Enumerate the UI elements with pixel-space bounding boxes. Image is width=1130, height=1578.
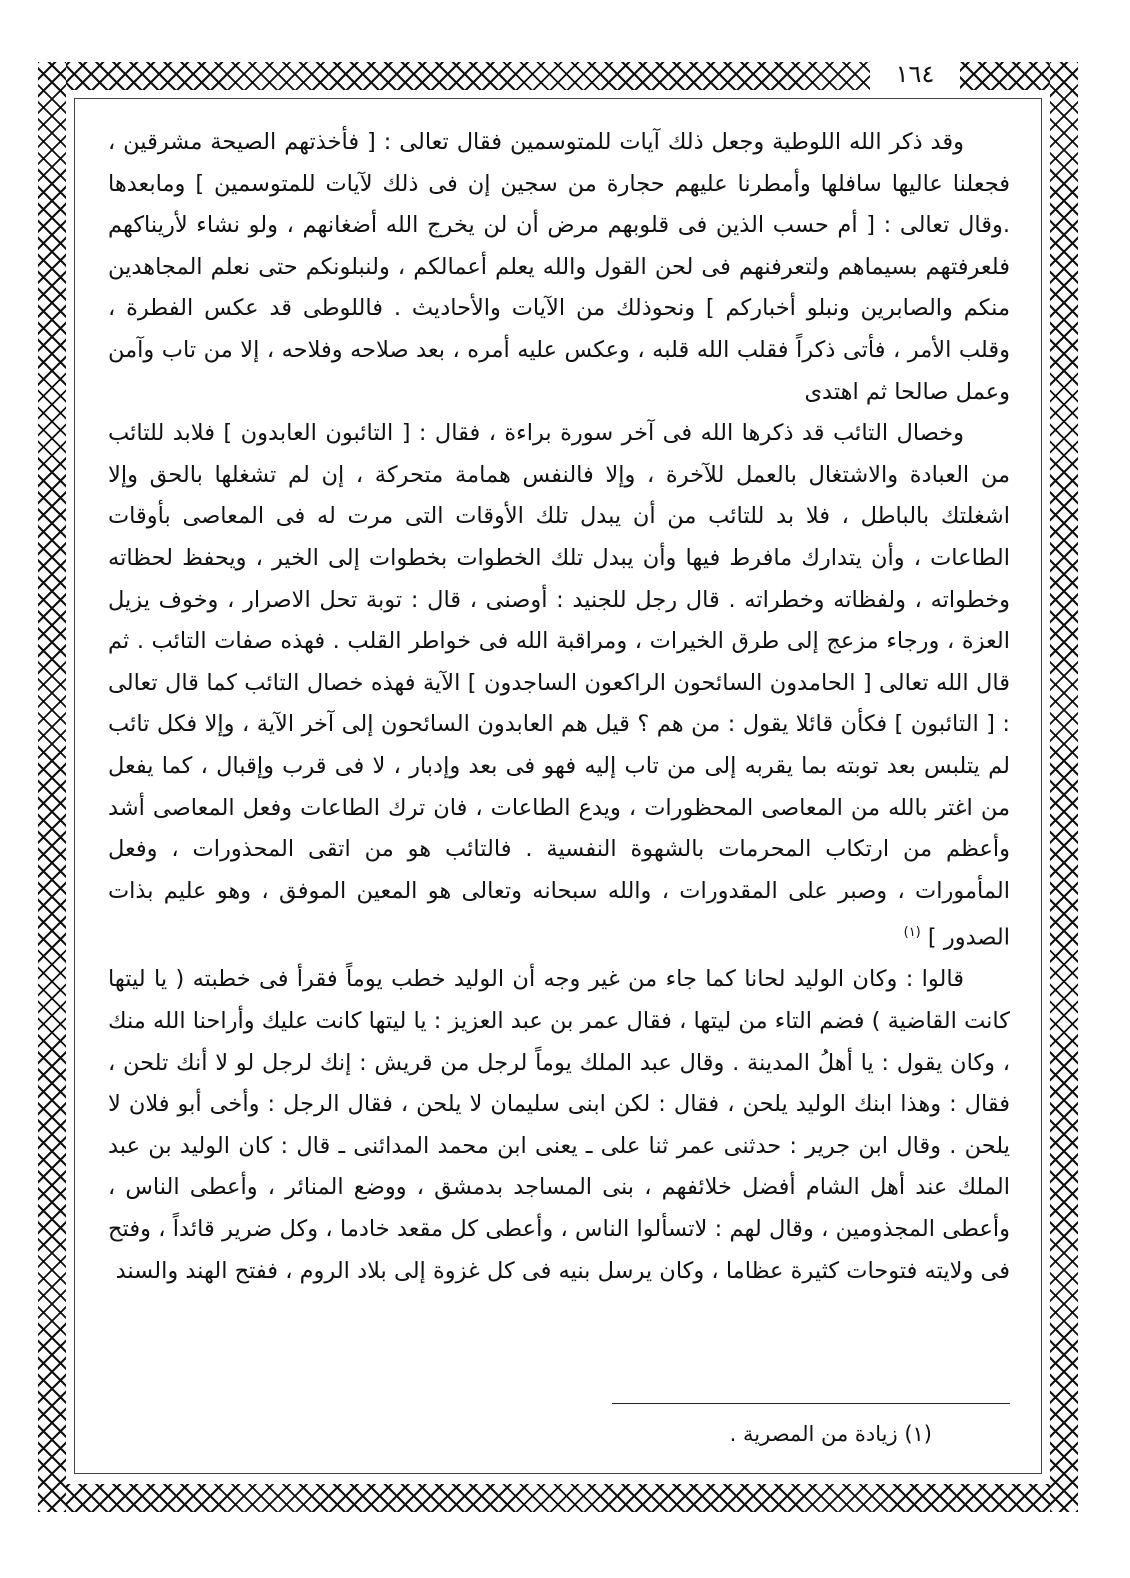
footnote-text: زيادة من المصرية . [729, 1422, 898, 1446]
ornamental-border-left [38, 62, 66, 1512]
ornamental-border-bottom [38, 1484, 1078, 1512]
paragraph-2-text: وخصال التائب قد ذكرها الله فى آخر سورة براءة ، فقال : [ التائبون العابدون ] فلابد للتائب من العبادة والاشتغال بالعمل للآخرة ، وإلا فالنفس همامة متحركة ، إن لم تشغلها بالحق وإلا اشغلتك بالباطل ، فلا بد للتائب من أن يبدل تلك الأوقات التى مرت له فى المعاصى بأوقات الطاعات ، وأن يتدارك مافرط فيها وأن يبدل تلك الخطوات بخطوات إلى الخير ، ويحفظ لحظاته وخطواته ، ولفظاته وخطراته . قال رجل للجنيد : أوصنى ، قال : توبة تحل الاصرار ، وخوف يزيل العزة ، ورجاء مزعج إلى طرق الخيرات ، ومراقبة الله فى خواطر القلب . فهذه صفات التائب . ثم قال الله تعالى [ الحامدون السائحون الراكعون الساجدون ] الآية فهذه خصال التائب كما قال تعالى : [ التائبون ] فكأن قائلا يقول : من هم ؟ قيل هم العابدون السائحون إلى آخر الآية ، وإلا فكل تائب لم يتلبس بعد توبته بما يقربه إلى من تاب إليه فهو فى بعد وإدبار ، لا فى قرب وإقبال ، كما يفعل من اغتر بالله من المعاصى المحظورات ، ويدع الطاعات ، فان ترك الطاعات وفعل المعاصى أشد وأعظم من ارتكاب المحرمات بالشهوة النفسية . فالتائب هو من اتقى المحذورات ، وفعل المأمورات ، وصبر على المقدورات ، والله سبحانه وتعالى هو المعين الموفق ، وهو عليم بذات الصدور ] [108, 420, 1010, 951]
footnote-separator [612, 1403, 1010, 1404]
footnote-marker: (١) [903, 925, 921, 941]
ornamental-border-right [1050, 62, 1078, 1512]
page-number: ١٦٤ [870, 58, 960, 90]
main-text [108, 122, 1010, 1292]
paragraph-3: قالوا : وكان الوليد لحانا كما جاء من غير وجه أن الوليد خطب يوماً فقرأ فى خطبته ( يا ليتها كانت القاضية ) فضم التاء من ليتها ، فقال عمر بن عبد العزيز : يا ليتها كانت عليك وأراحنا الله منك ، وكان يقول : يا أهلُ المدينة . وقال عبد الملك يوماً لرجل من قريش : إنك لرجل لو لا أنك تلحن ، فقال : وهذا ابنك الوليد يلحن ، فقال : لكن ابنى سليمان لا يلحن ، فقال الرجل : وأخى أبو فلان لا يلحن . وقال ابن جرير : حدثنى عمر ثنا على ـ يعنى ابن محمد المدائنى ـ قال : كان الوليد بن عبد الملك عند أهل الشام أفضل خلائفهم ، بنى المساجد بدمشق ، ووضع المنائر ، وأعطى الناس ، وأعطى المجذومين ، وقال لهم : لاتسألوا الناس ، وأعطى كل مقعد خادما ، وكل ضرير قائداً ، وفتح فى ولايته فتوحات كثيرة عظاما ، وكان يرسل بنيه فى كل غزوة إلى بلاد الروم ، ففتح الهند والسند [108, 966, 1010, 1284]
paragraph-2 [108, 413, 1010, 959]
footnote-number: (١) [904, 1422, 932, 1446]
paragraph-1: وقد ذكر الله اللوطية وجعل ذلك آيات للمتوسمين فقال تعالى : [ فأخذتهم الصيحة مشرقين ، فجعلنا عاليها سافلها وأمطرنا عليهم حجارة من سجين إن فى ذلك لآيات للمتوسمين ] ومابعدها .وقال تعالى : [ أم حسب الذين فى قلوبهم مرض أن لن يخرج الله أضغانهم ، ولو نشاء لأريناكهم فلعرفتهم بسيماهم ولتعرفنهم فى لحن القول والله يعلم أعمالكم ، ولنبلونكم حتى نعلم المجاهدين منكم والصابرين ونبلو أخباركم ] ونحوذلك من الآيات والأحاديث . فاللوطى قد عكس الفطرة ، وقلب الأمر ، فأتى ذكراً فقلب الله قلبه ، وعكس عليه أمره ، بعد صلاحه وفلاحه ، إلا من تاب وآمن وعمل صالحا ثم اهتدى [108, 129, 1010, 405]
footnote [432, 1418, 932, 1450]
